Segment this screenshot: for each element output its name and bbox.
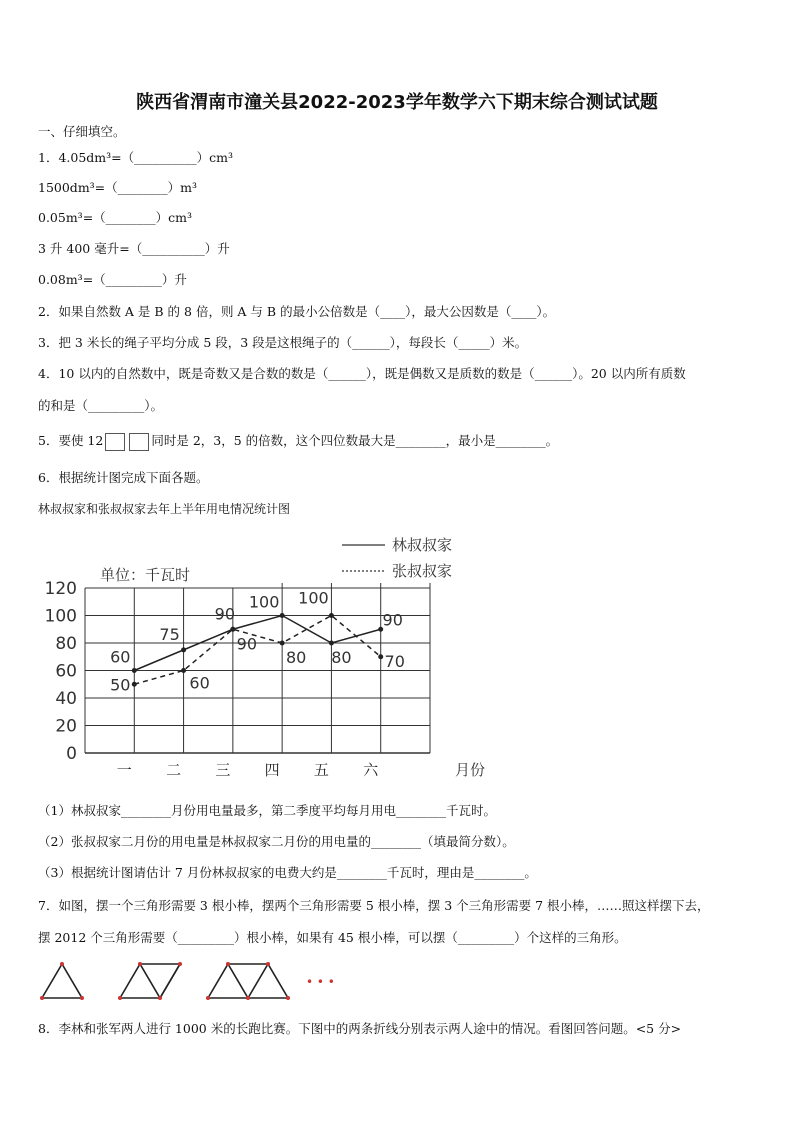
- data-point: [280, 613, 285, 618]
- q1-line-4: 3 升 400 毫升=（__________）升: [38, 241, 230, 256]
- question-6-3: （3）根据统计图请估计 7 月份林叔叔家的电费大约是________千瓦时，理由是________。: [38, 865, 537, 880]
- data-label: 60: [189, 673, 210, 693]
- y-tick-label: 80: [55, 634, 77, 654]
- data-point: [329, 613, 334, 618]
- triangle-figure: [30, 956, 360, 1006]
- triangle-one: [42, 964, 82, 998]
- blank-box: [105, 433, 125, 451]
- x-tick-label: 三: [215, 761, 231, 779]
- data-label: 90: [236, 634, 258, 654]
- y-tick-label: 40: [55, 689, 77, 709]
- chart-legend: [342, 536, 452, 580]
- data-label: 80: [331, 648, 352, 667]
- data-label: 100: [298, 588, 329, 608]
- x-axis-label: 月份: [454, 761, 486, 779]
- data-point: [329, 641, 334, 646]
- line-chart: [30, 528, 486, 783]
- question-5: [38, 431, 558, 451]
- y-tick-label: 0: [66, 744, 77, 764]
- blank-box: [129, 433, 149, 451]
- x-tick-label: 一: [116, 761, 132, 779]
- data-label: 80: [285, 648, 307, 667]
- y-tick-label: 100: [44, 606, 77, 627]
- question-8: 8．李林和张军两人进行 1000 米的长跑比赛。下图中的两条折线分别表示两人途中的情况。看图回答问题。<5 分>: [38, 1021, 682, 1036]
- x-tick-label: 五: [313, 761, 329, 779]
- unit-label: 单位：千瓦时: [100, 566, 191, 584]
- q1-line-3: 0.05m³=（________）cm³: [38, 210, 193, 225]
- y-tick-label: 120: [44, 579, 77, 599]
- question-5-suffix: 同时是 2，3，5 的倍数，这个四位数最大是________，最小是________。: [151, 433, 559, 448]
- data-label: 60: [110, 647, 131, 667]
- data-label: 70: [384, 651, 405, 671]
- data-point: [378, 654, 383, 659]
- y-tick-label: 60: [55, 661, 77, 682]
- question-2: 2．如果自然数 A 是 B 的 8 倍，则 A 与 B 的最小公倍数是（____），最大公因数是（____）。: [38, 304, 556, 319]
- data-point: [132, 682, 137, 687]
- data-label: 100: [248, 592, 280, 612]
- data-point: [132, 668, 137, 673]
- x-tick-label: 六: [363, 761, 379, 779]
- data-label: 90: [382, 610, 403, 630]
- data-label: 75: [159, 624, 180, 644]
- data-point: [181, 668, 186, 673]
- question-6-1: （1）林叔叔家________月份用电量最多，第二季度平均每月用电________千瓦时。: [38, 803, 496, 818]
- ellipsis-dots: • • •: [306, 975, 335, 989]
- chart-title: 林叔叔家和张叔叔家去年上半年用电情况统计图: [38, 502, 291, 516]
- triangle-three: [208, 964, 288, 998]
- question-5-prefix: 5．要使 12: [38, 433, 104, 448]
- triangle-two: [120, 964, 180, 998]
- y-tick-label: 20: [55, 716, 77, 737]
- data-point: [230, 627, 235, 632]
- data-label: 90: [214, 604, 236, 624]
- question-7-line-2: 摆 2012 个三角形需要（_________）根小棒，如果有 45 根小棒，可以摆（_________）个这样的三角形。: [38, 930, 627, 945]
- question-6-2: （2）张叔叔家二月份的用电量是林叔叔家二月份的用电量的________（填最简分数）。: [38, 834, 515, 849]
- x-tick-label: 四: [264, 761, 280, 779]
- question-7-line-1: 7．如图，摆一个三角形需要 3 根小棒，摆两个三角形需要 5 根小棒，摆 3 个三角形需要 7 根小棒，……照这样摆下去，: [38, 898, 710, 913]
- x-tick-label: 二: [166, 761, 182, 779]
- data-point: [181, 647, 186, 652]
- q1-line-2: 1500dm³=（________）m³: [38, 180, 198, 195]
- page-title: 陕西省渭南市潼关县2022-2023学年数学六下期末综合测试试题: [136, 92, 658, 113]
- legend-label: 林叔叔家: [392, 536, 453, 554]
- section-heading: 一、仔细填空。: [38, 124, 126, 139]
- chart-labels: [45, 566, 485, 779]
- question-6: 6．根据统计图完成下面各题。: [38, 470, 209, 485]
- legend-label: 张叔叔家: [392, 562, 453, 580]
- data-point: [280, 641, 285, 646]
- q1-line-5: 0.08m³=（_________）升: [38, 272, 187, 287]
- data-label: 50: [110, 675, 131, 695]
- q1-line-1: 1．4.05dm³=（__________）cm³: [38, 150, 233, 165]
- question-4-line-1: 4．10 以内的自然数中，既是奇数又是合数的数是（______），既是偶数又是质数的数是（______）。20 以内所有质数: [38, 366, 686, 381]
- question-3: 3．把 3 米长的绳子平均分成 5 段，3 段是这根绳子的（______），每段长（_____）米。: [38, 335, 528, 350]
- question-4-line-2: 的和是（_________）。: [38, 398, 164, 413]
